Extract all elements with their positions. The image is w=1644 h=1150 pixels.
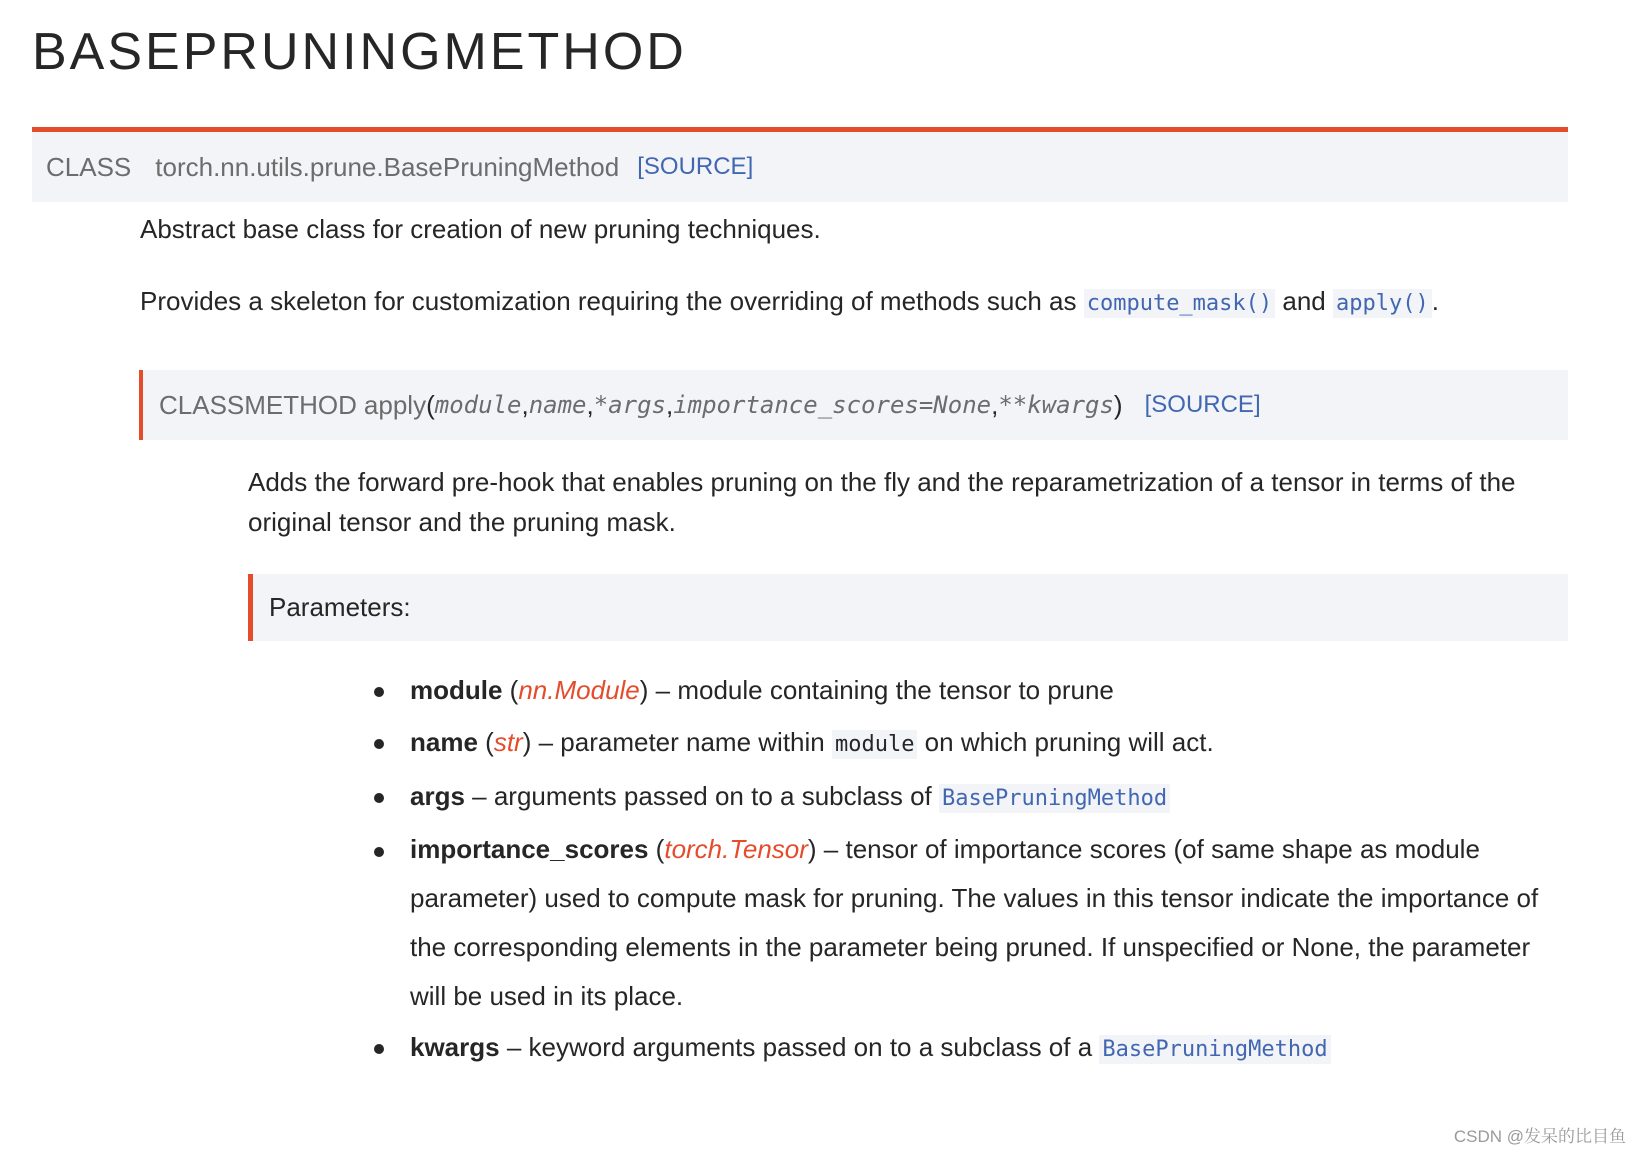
param-sep: ,	[665, 389, 674, 420]
param-type-link[interactable]: nn.Module	[518, 675, 640, 705]
desc-text-end: .	[1431, 286, 1439, 316]
param-item-desc: – parameter name within	[531, 727, 832, 757]
param-item-name: importance_scores	[410, 834, 649, 864]
compute-mask-link[interactable]: compute_mask()	[1084, 289, 1275, 318]
param-item-name: module	[410, 675, 503, 705]
param-type-open: (	[502, 675, 519, 705]
desc-text-prefix: Provides a skeleton for customization requiring the overriding of methods such as	[140, 286, 1084, 316]
param-item-desc: – arguments passed on to a subclass of	[464, 781, 939, 811]
method-name: apply	[363, 389, 427, 420]
param-inline-code: module	[832, 730, 917, 759]
param-item-kwargs	[380, 1022, 1560, 1075]
apply-link[interactable]: apply()	[1333, 289, 1432, 318]
param-item-name: kwargs	[410, 1032, 500, 1062]
param-item-name	[380, 717, 1560, 770]
param-item-name: args	[410, 781, 465, 811]
param-item-args	[380, 771, 1560, 824]
param-args: *args	[593, 391, 666, 419]
param-item-importance-scores	[380, 825, 1560, 1021]
param-type-link[interactable]: str	[493, 727, 523, 757]
param-sep: ,	[991, 389, 999, 420]
param-item-desc: – keyword arguments passed on to a subclass of a	[499, 1032, 1100, 1062]
base-pruning-method-link[interactable]: BasePruningMethod	[1099, 1035, 1330, 1064]
param-type-open: (	[648, 834, 665, 864]
param-kwargs: **kwargs	[998, 391, 1114, 419]
method-signature	[139, 370, 1568, 440]
class-name: torch.nn.utils.prune.BasePruningMethod	[155, 151, 620, 182]
param-item-desc: – tensor of importance scores (of same shape as module parameter) used to compute mask for pruning. The values in this tensor indicate the importance of the corresponding elements in the parameter being pruned. If unspecified or None, the parameter will be used in its place.	[410, 834, 1539, 1011]
method-keyword: CLASSMETHOD	[159, 389, 357, 420]
param-type-close: )	[807, 834, 817, 864]
method-source-link[interactable]: [SOURCE]	[1144, 391, 1261, 418]
close-paren: )	[1113, 389, 1123, 420]
open-paren: (	[426, 389, 435, 420]
param-sep: ,	[521, 389, 529, 420]
param-type-link[interactable]: torch.Tensor	[664, 834, 808, 864]
param-module: module	[434, 391, 522, 419]
param-item-desc-suffix: on which pruning will act.	[917, 727, 1214, 757]
param-item-module	[380, 665, 1560, 716]
param-importance-scores: importance_scores=None	[673, 391, 992, 419]
param-name: name	[528, 391, 587, 419]
param-type-close: )	[639, 675, 649, 705]
param-item-name: name	[410, 727, 478, 757]
param-item-desc: – module containing the tensor to prune	[648, 675, 1114, 705]
parameters-list	[380, 665, 1560, 1076]
class-description-2	[140, 286, 1439, 317]
class-signature	[32, 127, 1568, 202]
watermark: CSDN @发呆的比目鱼	[1453, 1127, 1626, 1146]
param-type-close: )	[522, 727, 532, 757]
param-type-open: (	[477, 727, 494, 757]
parameters-heading: Parameters:	[248, 574, 1568, 641]
param-sep: ,	[586, 389, 594, 420]
page-title: BASEPRUNINGMETHOD	[32, 23, 687, 81]
class-description: Abstract base class for creation of new pruning techniques.	[140, 214, 821, 244]
method-description: Adds the forward pre-hook that enables pruning on the fly and the reparametrization of a tensor in terms of the original tensor and the pruning mask.	[248, 467, 1516, 537]
base-pruning-method-link[interactable]: BasePruningMethod	[939, 784, 1170, 813]
desc-text-and: and	[1275, 286, 1333, 316]
class-source-link[interactable]: [SOURCE]	[637, 153, 754, 180]
class-keyword: CLASS	[46, 151, 132, 182]
